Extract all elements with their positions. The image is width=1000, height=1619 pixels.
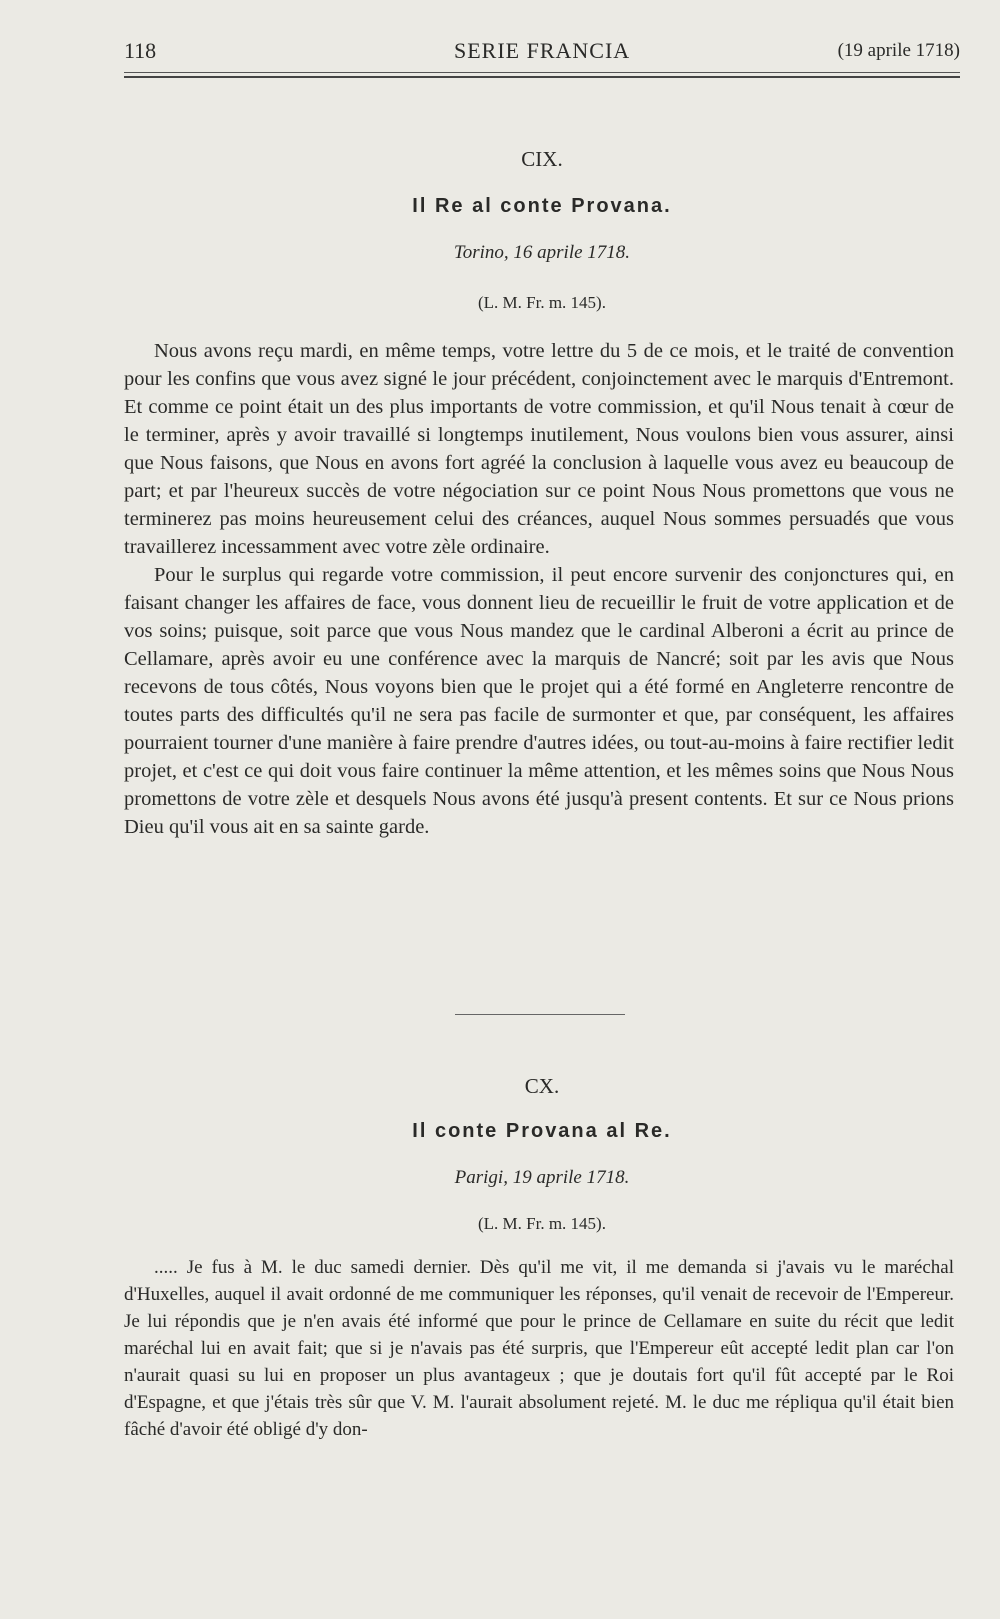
paragraph: ..... Je fus à M. le duc samedi dernier. Dès qu'il me vit, il me demanda si j'avais vu le maréchal d'Huxelles, auquel il avait ordonné de me communiquer les réponses, qu'il venait de recevoir de l'Empereur. Je lui répondis que je n'en avais été informé que pour le prince de Cellamare en suite du récit que ledit maréchal lui en avait fait; que si je n'avais pas été surpris, que l'Empereur eût accepté ledit plan car l'on n'aurait quasi su lui en proposer un plus avantageux ; que je doutais fort qu'il fût accepté par le Roi d'Espagne, et que j'étais très sûr que V. M. l'aurait absolument rejeté. M. le duc me répliqua qu'il était bien fâché d'avoir été obligé d'y don- [124, 1257, 954, 1440]
letter-reference: (L. M. Fr. m. 145). [478, 293, 606, 312]
paragraph: Pour le surplus qui regarde votre commission, il peut encore survenir des conjonctures qui, en faisant changer les affaires de face, vous donnent lieu de recueillir le fruit de votre application et de vos soins; puisque, soit parce que vous Nous mandez que le cardinal Alberoni a écrit au prince de Cellamare, après avoir eu une conférence avec la marquis de Nancré; soit par les avis que Nous recevons de tous côtés, Nous voyons bien que le projet qui a été formé en Angleterre rencontre de toutes parts des difficultés qu'il ne sera pas facile de surmonter et que, par conséquent, les affaires pourraient tourner d'une manière à faire prendre d'autres idées, ou tout-au-moins à faire rectifier ledit projet, et c'est ce qui doit vous faire continuer la même attention, et les mêmes soins que Nous Nous promettons de votre zèle et desquels Nous avons été jusqu'à present contents. Et sur ce Nous prions Dieu qu'il vous ait en sa sainte garde. [124, 564, 954, 838]
letter-number: CX. [524, 1074, 560, 1098]
letter-place-date: Parigi, 19 aprile 1718. [454, 1167, 630, 1188]
letter-title: Il Re al conte Provana. [412, 195, 672, 217]
letter-body [124, 337, 954, 841]
letter-body [124, 1254, 954, 1443]
header-date: (19 aprile 1718) [837, 40, 960, 61]
header-rule-thick [124, 76, 960, 78]
letter-number: CIX. [521, 147, 563, 171]
letter-place-date: Torino, 16 aprile 1718. [453, 242, 631, 263]
running-header [124, 38, 960, 68]
section-separator [455, 1014, 625, 1015]
running-title: SERIE FRANCIA [454, 38, 631, 63]
paragraph: Nous avons reçu mardi, en même temps, votre lettre du 5 de ce mois, et le traité de convention pour les confins que vous avez signé le jour précédent, conjoinctement avec le marquis d'Entremont. Et comme ce point était un des plus importants de votre commission, et qu'il Nous tenait à cœur de le terminer, après y avoir travaillé si longtemps inutilement, Nous voulons bien vous assurer, ainsi que Nous faisons, que Nous en avons fort agréé la conclusion à laquelle vous avez eu beaucoup de part; et par l'heureux succès de votre négociation sur ce point Nous Nous promettons que vous ne terminerez pas moins heureusement celui des créances, auquel Nous sommes persuadés que vous travaillerez incessamment avec votre zèle ordinaire. [124, 340, 954, 558]
page-number: 118 [124, 38, 157, 63]
header-rule-thin [124, 72, 960, 73]
letter-title: Il conte Provana al Re. [412, 1120, 672, 1142]
letter-reference: (L. M. Fr. m. 145). [478, 1214, 606, 1233]
